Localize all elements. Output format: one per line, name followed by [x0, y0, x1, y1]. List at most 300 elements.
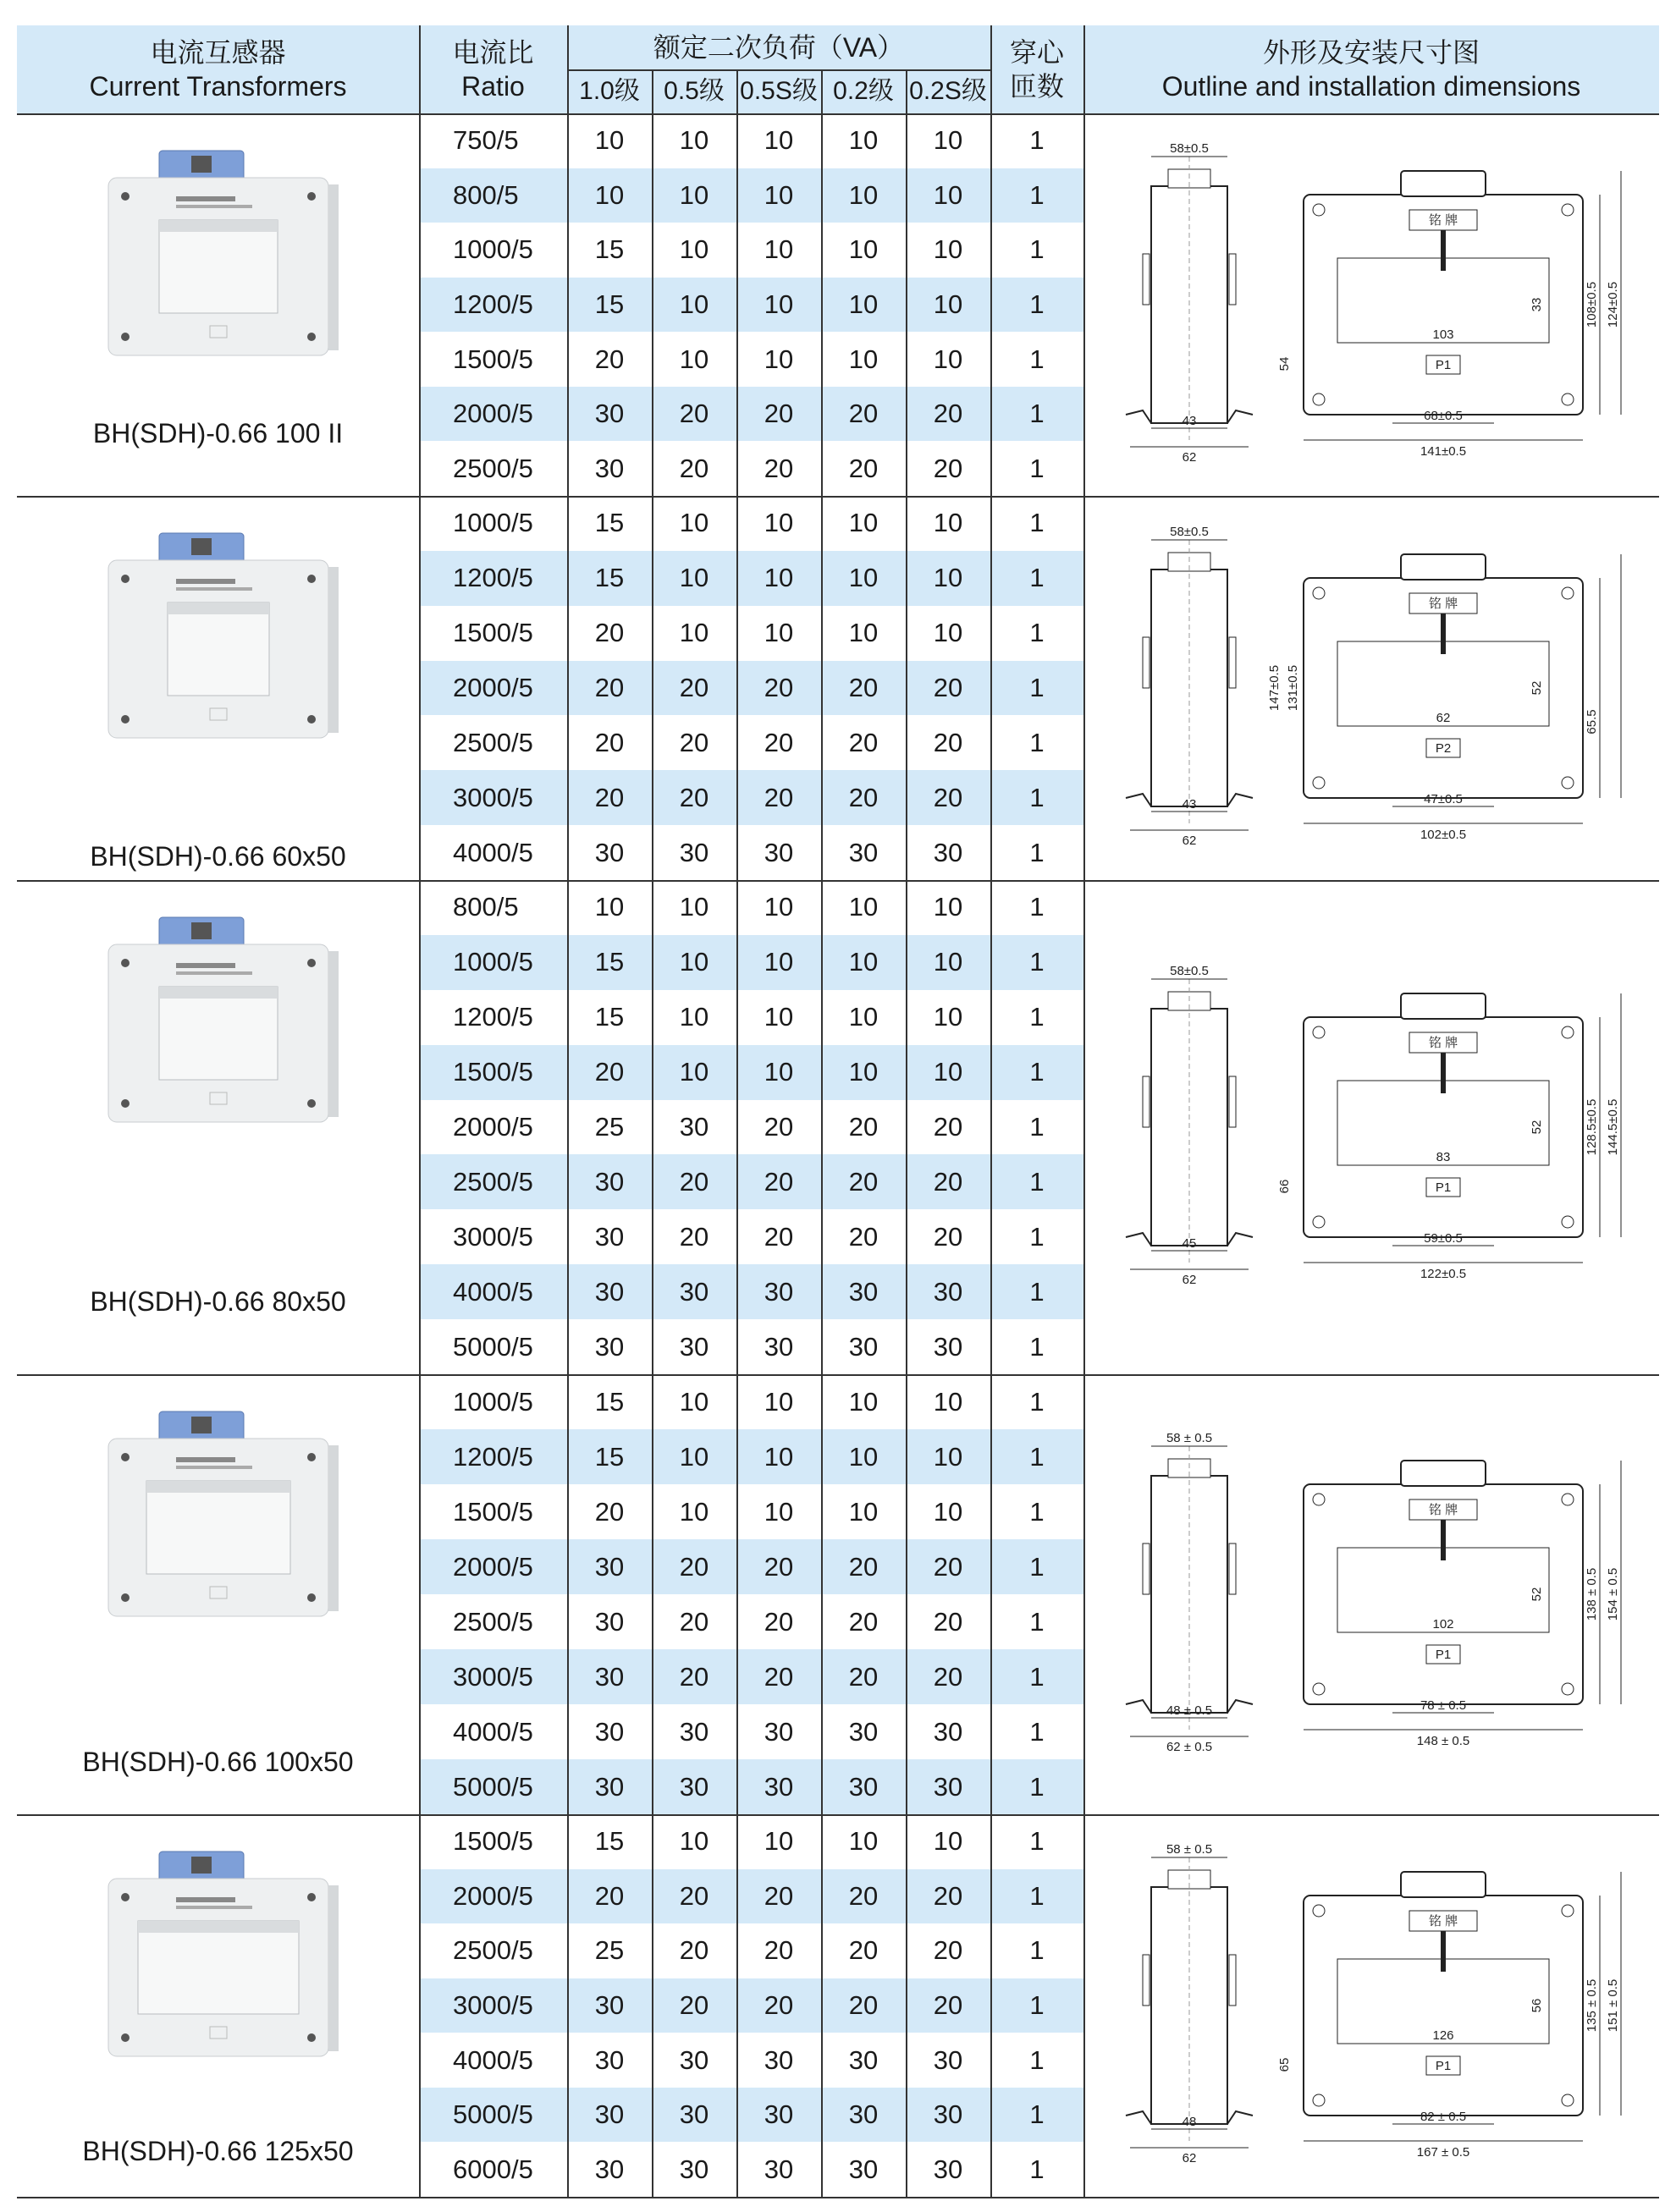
dim-plate: P2 [1435, 741, 1452, 756]
load-cell: 10 [679, 125, 709, 156]
load-cell: 10 [933, 947, 963, 977]
load-cell: 20 [933, 1606, 963, 1637]
grid-vline [419, 25, 421, 2197]
turns-cell: 1 [1029, 1057, 1045, 1087]
table-row [419, 113, 1083, 168]
load-cell: 10 [933, 618, 963, 648]
model-label: BH(SDH)-0.66 60x50 [90, 841, 346, 872]
dim-side-b: 62 ± 0.5 [1166, 1740, 1213, 1754]
dim-side-top: 58 ± 0.5 [1166, 1431, 1213, 1445]
load-cell: 20 [848, 1935, 879, 1966]
load-cell: 30 [764, 837, 794, 867]
table-row [419, 715, 1083, 770]
table-row [419, 332, 1083, 387]
load-cell: 15 [594, 1441, 625, 1472]
load-cell: 15 [594, 1386, 625, 1417]
load-cell: 10 [848, 1826, 879, 1857]
load-cell: 20 [764, 399, 794, 429]
load-cell: 20 [594, 1057, 625, 1087]
load-cell: 20 [679, 673, 709, 702]
load-cell: 20 [764, 782, 794, 812]
load-cell: 30 [848, 2099, 879, 2130]
grid-hline [17, 2197, 1659, 2198]
grid-vline [567, 25, 569, 2197]
header-turns-cn-2: 匝数 [1009, 71, 1064, 102]
table-row [419, 1704, 1083, 1759]
load-cell: 30 [594, 1716, 625, 1747]
grid-hline [17, 1374, 1659, 1376]
load-cell: 10 [764, 234, 794, 265]
turns-cell: 1 [1029, 1331, 1045, 1362]
ratio-cell: 800/5 [453, 892, 519, 922]
load-cell: 20 [764, 1551, 794, 1582]
turns-cell: 1 [1029, 1826, 1045, 1857]
table-row [419, 1374, 1083, 1429]
dim-nameplate: 铭 牌 [1428, 597, 1458, 611]
load-cell: 30 [933, 1716, 963, 1747]
load-cell: 10 [848, 892, 879, 922]
load-cell: 30 [933, 2099, 963, 2130]
ratio-cell: 1500/5 [453, 1826, 533, 1857]
load-cell: 20 [933, 782, 963, 812]
grid-hline [17, 496, 1659, 498]
load-cell: 30 [679, 1771, 709, 1802]
ratio-cell: 6000/5 [453, 2154, 533, 2184]
load-cell: 15 [594, 1002, 625, 1032]
grid-vline [821, 69, 823, 2197]
table-row [419, 1429, 1083, 1484]
load-cell: 20 [679, 1166, 709, 1197]
header-class-5: 0.2S级 [909, 77, 987, 105]
load-cell: 10 [764, 947, 794, 977]
load-cell: 15 [594, 1826, 625, 1857]
load-cell: 10 [848, 179, 879, 210]
load-cell: 20 [679, 1661, 709, 1692]
load-cell: 20 [933, 673, 963, 702]
load-cell: 20 [679, 1221, 709, 1252]
turns-cell: 1 [1029, 1989, 1045, 2020]
table-row [419, 1319, 1083, 1374]
table-row [419, 1923, 1083, 1978]
ratio-cell: 1500/5 [453, 618, 533, 648]
turns-cell: 1 [1029, 1496, 1045, 1527]
model-label: BH(SDH)-0.66 80x50 [90, 1286, 346, 1317]
load-cell: 30 [848, 1276, 879, 1307]
dim-height-2: 154 ± 0.5 [1606, 1567, 1620, 1621]
load-cell: 25 [594, 1935, 625, 1966]
ratio-cell: 5000/5 [453, 1331, 533, 1362]
dim-side-top: 58 ± 0.5 [1166, 1842, 1213, 1857]
load-cell: 30 [679, 837, 709, 867]
ratio-cell: 2000/5 [453, 1551, 533, 1582]
dim-side-a: 48 ± 0.5 [1166, 1703, 1213, 1718]
load-cell: 30 [679, 2044, 709, 2075]
load-cell: 20 [594, 618, 625, 648]
dim-window-height: 52 [1530, 1120, 1544, 1135]
table-row [419, 223, 1083, 278]
ratio-cell: 1500/5 [453, 344, 533, 374]
dim-height-1: 135 ± 0.5 [1585, 1978, 1599, 2033]
section-1 [17, 113, 1659, 496]
turns-cell: 1 [1029, 1771, 1045, 1802]
load-cell: 20 [594, 727, 625, 757]
dim-window-height: 52 [1530, 1587, 1544, 1602]
header-class-3: 0.5S级 [740, 77, 818, 105]
load-cell: 10 [764, 1057, 794, 1087]
dim-side-a: 43 [1182, 797, 1197, 812]
dim-window-width: 103 [1432, 327, 1454, 342]
load-cell: 20 [764, 1166, 794, 1197]
load-cell: 20 [679, 1880, 709, 1911]
dim-window-height: 52 [1530, 680, 1544, 696]
dim-mount: 82 ± 0.5 [1420, 2110, 1467, 2124]
load-cell: 10 [764, 125, 794, 156]
ratio-cell: 800/5 [453, 179, 519, 210]
table-row [419, 496, 1083, 551]
turns-cell: 1 [1029, 234, 1045, 265]
turns-cell: 1 [1029, 125, 1045, 156]
dim-width: 167 ± 0.5 [1416, 2145, 1470, 2160]
load-cell: 10 [594, 125, 625, 156]
turns-cell: 1 [1029, 1276, 1045, 1307]
load-cell: 20 [933, 399, 963, 429]
turns-cell: 1 [1029, 1606, 1045, 1637]
dim-window-width: 62 [1436, 711, 1451, 725]
load-cell: 10 [933, 1386, 963, 1417]
load-cell: 10 [933, 1496, 963, 1527]
turns-cell: 1 [1029, 508, 1045, 538]
ratio-cell: 1000/5 [453, 234, 533, 265]
ratio-cell: 3000/5 [453, 782, 533, 812]
load-cell: 20 [848, 1989, 879, 2020]
load-cell: 20 [764, 1221, 794, 1252]
dim-width: 102±0.5 [1420, 828, 1467, 842]
section-5 [17, 1814, 1659, 2197]
dim-side-a: 45 [1182, 1236, 1197, 1251]
load-cell: 10 [933, 1441, 963, 1472]
load-cell: 30 [594, 399, 625, 429]
section-2 [17, 496, 1659, 880]
load-cell: 30 [848, 1716, 879, 1747]
load-cell: 20 [848, 1111, 879, 1142]
load-cell: 10 [764, 1386, 794, 1417]
load-cell: 10 [764, 289, 794, 319]
load-cell: 30 [848, 1771, 879, 1802]
load-cell: 20 [764, 673, 794, 702]
table-row [419, 990, 1083, 1045]
load-cell: 20 [764, 1606, 794, 1637]
turns-cell: 1 [1029, 837, 1045, 867]
load-cell: 10 [679, 1002, 709, 1032]
header-ct-cn: 电流互感器 [150, 37, 286, 68]
load-cell: 10 [933, 1002, 963, 1032]
load-cell: 30 [764, 1716, 794, 1747]
model-label: BH(SDH)-0.66 100 II [92, 418, 344, 448]
turns-cell: 1 [1029, 2044, 1045, 2075]
load-cell: 20 [933, 1989, 963, 2020]
ratio-cell: 5000/5 [453, 1771, 533, 1802]
dim-left: 54 [1277, 356, 1292, 371]
table-row [419, 551, 1083, 606]
load-cell: 10 [848, 234, 879, 265]
table-row [419, 1045, 1083, 1100]
ratio-cell: 4000/5 [453, 1276, 533, 1307]
load-cell: 15 [594, 234, 625, 265]
load-cell: 10 [848, 1057, 879, 1087]
dimension-drawing [1100, 504, 1642, 872]
load-cell: 30 [764, 2099, 794, 2130]
load-cell: 30 [594, 1771, 625, 1802]
header-outline-cn: 外形及安装尺寸图 [1262, 37, 1480, 68]
table-row [419, 387, 1083, 442]
load-cell: 30 [594, 1221, 625, 1252]
table-row [419, 2142, 1083, 2197]
load-cell: 30 [594, 1551, 625, 1582]
turns-cell: 1 [1029, 399, 1045, 429]
load-cell: 10 [764, 179, 794, 210]
header-ct-en: Current Transformers [89, 71, 347, 102]
load-cell: 30 [848, 1331, 879, 1362]
load-cell: 10 [933, 344, 963, 374]
load-cell: 10 [679, 947, 709, 977]
load-cell: 20 [764, 1111, 794, 1142]
header-turns [990, 25, 1083, 113]
load-cell: 20 [848, 1661, 879, 1692]
ratio-cell: 2000/5 [453, 1880, 533, 1911]
table-row [419, 606, 1083, 661]
load-cell: 20 [848, 782, 879, 812]
load-cell: 10 [848, 618, 879, 648]
table-row [419, 2033, 1083, 2088]
load-cell: 10 [933, 179, 963, 210]
load-cell: 20 [679, 453, 709, 483]
load-cell: 10 [848, 1002, 879, 1032]
dimension-drawing [1100, 889, 1642, 1366]
turns-cell: 1 [1029, 563, 1045, 593]
ratio-cell: 750/5 [453, 125, 519, 156]
dim-window-width: 102 [1432, 1617, 1454, 1631]
dim-width: 122±0.5 [1420, 1267, 1467, 1281]
dim-plate: P1 [1435, 1180, 1452, 1195]
load-cell: 10 [679, 179, 709, 210]
table-row [419, 1869, 1083, 1924]
turns-cell: 1 [1029, 289, 1045, 319]
ratio-cell: 1200/5 [453, 289, 533, 319]
dim-width: 148 ± 0.5 [1416, 1734, 1470, 1748]
load-cell: 30 [679, 1716, 709, 1747]
dim-plate: P1 [1435, 2059, 1452, 2073]
load-cell: 20 [764, 1661, 794, 1692]
load-cell: 20 [594, 1496, 625, 1527]
table-row [419, 1539, 1083, 1594]
header-ratio-en: Ratio [461, 71, 525, 102]
load-cell: 10 [679, 1386, 709, 1417]
load-cell: 15 [594, 289, 625, 319]
load-cell: 10 [679, 289, 709, 319]
load-cell: 10 [933, 892, 963, 922]
transformer-photo [91, 911, 345, 1131]
table-row [419, 168, 1083, 223]
load-cell: 20 [848, 727, 879, 757]
load-cell: 30 [594, 2154, 625, 2184]
ratio-cell: 2500/5 [453, 1166, 533, 1197]
load-cell: 10 [933, 125, 963, 156]
dimension-drawing [1100, 1823, 1642, 2188]
table-row [419, 1814, 1083, 1869]
load-cell: 10 [848, 1386, 879, 1417]
turns-cell: 1 [1029, 892, 1045, 922]
load-cell: 30 [594, 1331, 625, 1362]
load-cell: 20 [679, 1989, 709, 2020]
load-cell: 20 [764, 727, 794, 757]
ratio-cell: 1500/5 [453, 1496, 533, 1527]
load-cell: 10 [933, 289, 963, 319]
turns-cell: 1 [1029, 1166, 1045, 1197]
load-cell: 15 [594, 947, 625, 977]
load-cell: 30 [594, 453, 625, 483]
turns-cell: 1 [1029, 1441, 1045, 1472]
load-cell: 30 [679, 1111, 709, 1142]
dim-left: 65 [1277, 2057, 1292, 2072]
ratio-cell: 3000/5 [453, 1989, 533, 2020]
load-cell: 15 [594, 563, 625, 593]
load-cell: 30 [764, 1276, 794, 1307]
load-cell: 30 [764, 2154, 794, 2184]
dim-left: 66 [1277, 1179, 1292, 1194]
dimension-drawing [1100, 1383, 1642, 1806]
load-cell: 10 [764, 563, 794, 593]
grid-vline [1083, 25, 1085, 2197]
load-cell: 30 [933, 1331, 963, 1362]
load-cell: 20 [679, 399, 709, 429]
load-cell: 20 [764, 453, 794, 483]
header-class-1: 1.0级 [579, 77, 640, 105]
load-cell: 10 [848, 1496, 879, 1527]
ratio-cell: 2500/5 [453, 1606, 533, 1637]
dim-side-top: 58±0.5 [1170, 525, 1209, 539]
load-cell: 20 [848, 1606, 879, 1637]
ratio-cell: 3000/5 [453, 1661, 533, 1692]
grid-hline [17, 113, 1659, 115]
load-cell: 20 [764, 1880, 794, 1911]
table-row [419, 1264, 1083, 1319]
ratio-cell: 4000/5 [453, 2044, 533, 2075]
load-cell: 30 [933, 2154, 963, 2184]
load-cell: 30 [933, 837, 963, 867]
dim-height-2: 151 ± 0.5 [1606, 1978, 1620, 2033]
dim-height-2: 144.5±0.5 [1606, 1098, 1620, 1156]
dim-mount: 59±0.5 [1424, 1231, 1463, 1246]
transformer-photo [91, 1405, 345, 1625]
load-cell: 30 [594, 837, 625, 867]
load-cell: 20 [848, 1166, 879, 1197]
ratio-cell: 4000/5 [453, 837, 533, 867]
ratio-cell: 1000/5 [453, 508, 533, 538]
load-cell: 20 [933, 1166, 963, 1197]
ratio-cell: 2500/5 [453, 727, 533, 757]
load-cell: 10 [848, 563, 879, 593]
load-cell: 10 [848, 125, 879, 156]
dim-plate: P1 [1435, 1648, 1452, 1662]
header-class-4: 0.2级 [833, 77, 894, 105]
turns-cell: 1 [1029, 782, 1045, 812]
load-cell: 10 [679, 1057, 709, 1087]
dim-window-height: 56 [1530, 1998, 1544, 2013]
load-cell: 10 [933, 563, 963, 593]
load-cell: 10 [594, 179, 625, 210]
turns-cell: 1 [1029, 1386, 1045, 1417]
table-row [419, 1594, 1083, 1649]
transformer-photo [91, 526, 345, 746]
load-cell: 20 [933, 453, 963, 483]
ratio-cell: 1200/5 [453, 1002, 533, 1032]
load-cell: 20 [933, 1661, 963, 1692]
load-cell: 10 [679, 618, 709, 648]
turns-cell: 1 [1029, 1221, 1045, 1252]
load-cell: 30 [679, 2154, 709, 2184]
load-cell: 30 [933, 1276, 963, 1307]
load-cell: 10 [679, 892, 709, 922]
load-cell: 10 [679, 563, 709, 593]
load-cell: 20 [848, 673, 879, 702]
load-cell: 10 [679, 508, 709, 538]
ratio-cell: 1000/5 [453, 947, 533, 977]
table-row [419, 825, 1083, 880]
load-cell: 30 [764, 1331, 794, 1362]
header-turns-cn-1: 穿心 [1009, 37, 1064, 68]
load-cell: 20 [848, 453, 879, 483]
turns-cell: 1 [1029, 1716, 1045, 1747]
header-load-title: 额定二次负荷（VA） [653, 32, 905, 63]
table-row [419, 1154, 1083, 1209]
model-label: BH(SDH)-0.66 100x50 [82, 1747, 354, 1777]
load-cell: 10 [594, 892, 625, 922]
ratio-cell: 5000/5 [453, 2099, 533, 2130]
ratio-cell: 1200/5 [453, 563, 533, 593]
dim-side-b: 62 [1182, 1273, 1197, 1287]
dim-side-top: 58±0.5 [1170, 141, 1209, 156]
load-cell: 30 [594, 2044, 625, 2075]
load-cell: 10 [764, 1826, 794, 1857]
ratio-cell: 1200/5 [453, 1441, 533, 1472]
load-cell: 10 [679, 1441, 709, 1472]
load-cell: 20 [594, 782, 625, 812]
load-cell: 20 [679, 727, 709, 757]
load-cell: 20 [679, 782, 709, 812]
turns-cell: 1 [1029, 1880, 1045, 1911]
dim-mount: 78 ± 0.5 [1420, 1698, 1467, 1713]
dim-mount: 68±0.5 [1424, 409, 1463, 423]
load-cell: 10 [933, 508, 963, 538]
section-4 [17, 1374, 1659, 1814]
dim-side-a: 48 [1182, 2115, 1197, 2129]
table-row [419, 1484, 1083, 1539]
ratio-cell: 1000/5 [453, 1386, 533, 1417]
dim-width: 141±0.5 [1420, 444, 1467, 459]
load-cell: 20 [679, 1606, 709, 1637]
table-row [419, 770, 1083, 825]
header-ct [17, 25, 419, 113]
dim-mount: 47±0.5 [1424, 792, 1463, 806]
dim-right: 65.5 [1585, 709, 1599, 735]
header-class-2: 0.5级 [664, 77, 725, 105]
load-cell: 30 [594, 1276, 625, 1307]
ratio-cell: 2000/5 [453, 399, 533, 429]
table-row [419, 1759, 1083, 1814]
load-cell: 20 [933, 1551, 963, 1582]
table-row [419, 935, 1083, 990]
load-cell: 20 [594, 1880, 625, 1911]
